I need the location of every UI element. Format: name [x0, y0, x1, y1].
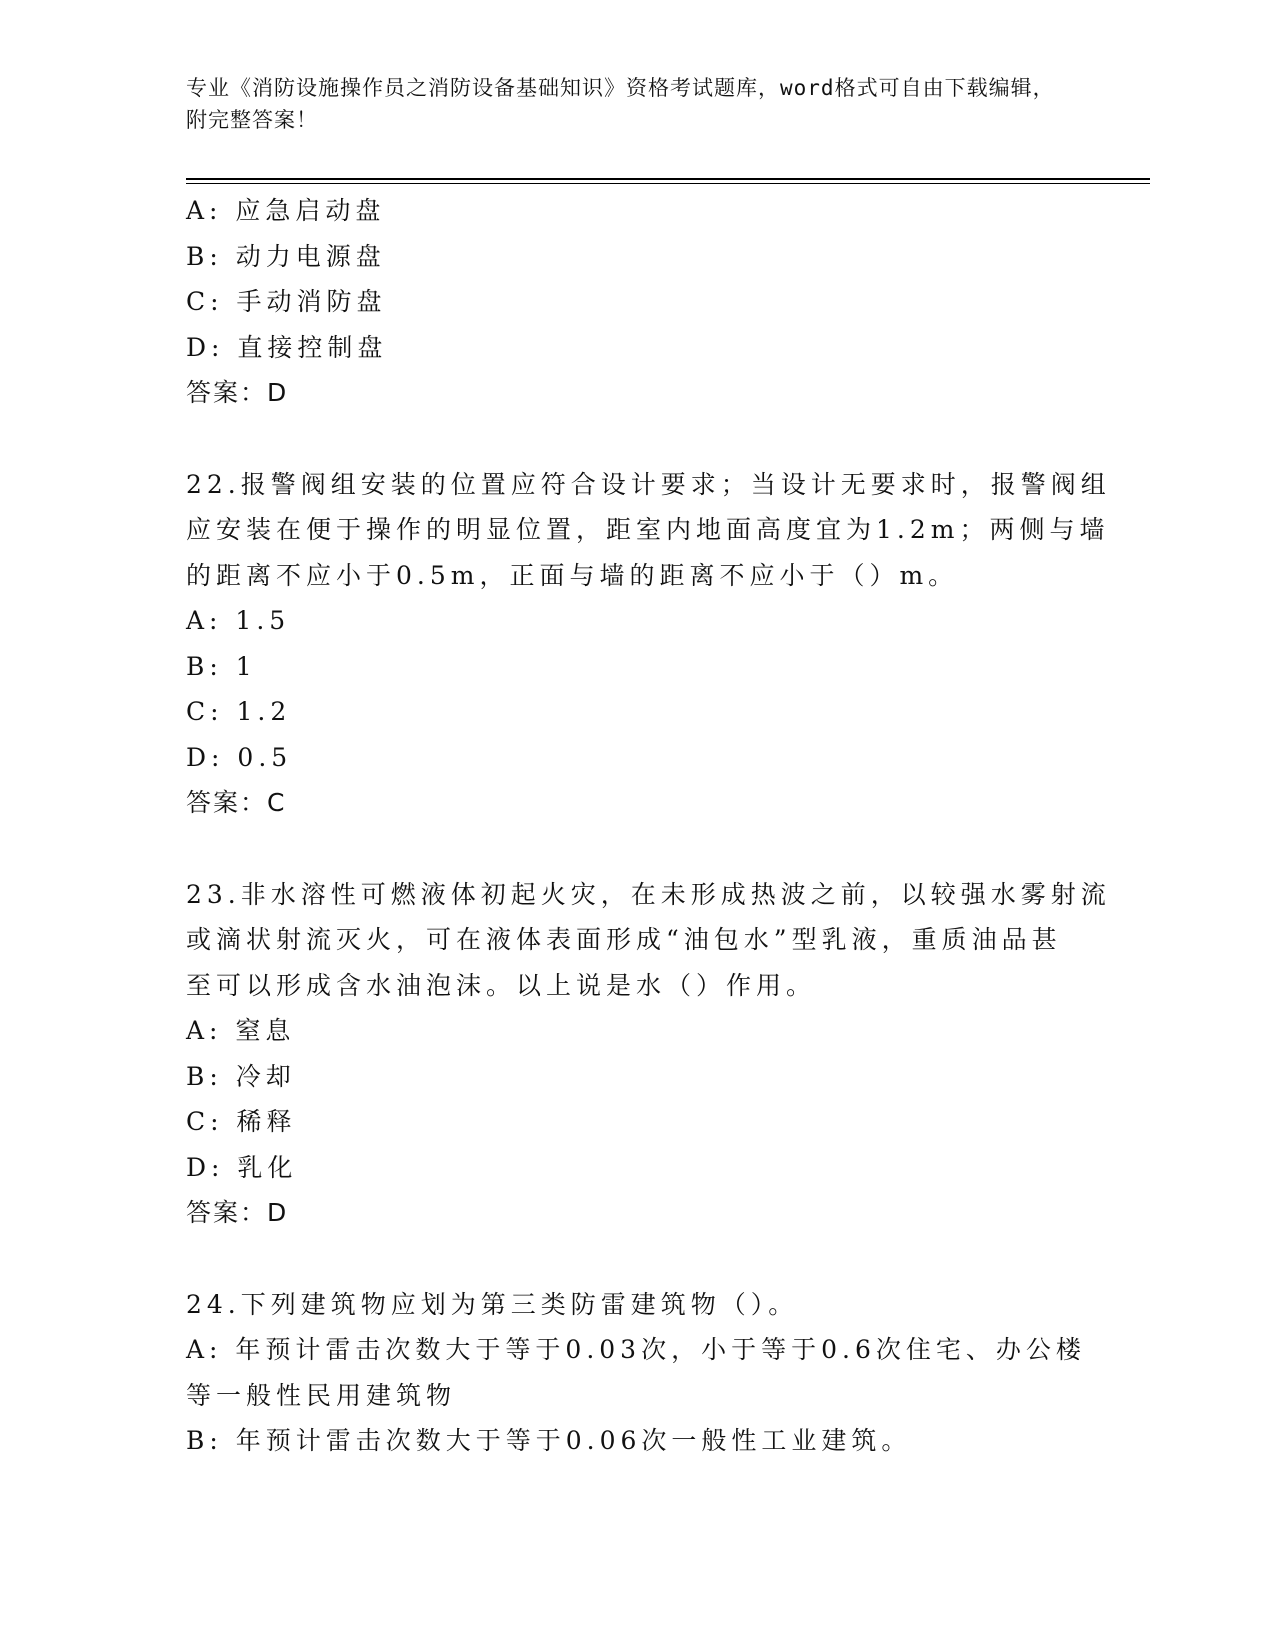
option-a-continued: 等一般性民用建筑物: [186, 1380, 457, 1410]
answer-line: 答案：D: [186, 378, 289, 407]
option-b: B: 冷却: [186, 1061, 296, 1091]
option-b: B: 1: [186, 651, 257, 681]
option-a: A: 应急启动盘: [186, 196, 386, 225]
question-text-line: 应安装在便于操作的明显位置，距室内地面高度宜为1.2m；两侧与墙: [186, 515, 1110, 544]
document-header: 专业《消防设施操作员之消防设备基础知识》资格考试题库，word格式可自由下载编辑，附完整答案！: [186, 76, 1055, 132]
question-text-line: 至可以形成含水油泡沫。以上说是水（）作用。: [186, 970, 817, 1000]
option-c: C: 1.2: [186, 697, 292, 726]
question-text-line: 24.下列建筑物应划为第三类防雷建筑物（）。: [186, 1289, 799, 1319]
header-divider-thick: [186, 178, 1150, 180]
question-text-line: 22.报警阀组安装的位置应符合设计要求；当设计无要求时，报警阀组: [186, 469, 1111, 499]
answer-line: 答案：D: [186, 1198, 289, 1227]
answer-line: 答案：C: [186, 788, 287, 817]
option-d: D: 0.5: [186, 742, 293, 772]
option-a: A: 年预计雷击次数大于等于0.03次，小于等于0.6次住宅、办公楼: [186, 1335, 1086, 1364]
question-block: [186, 188, 1086, 416]
question-list: [186, 188, 1111, 1464]
option-b: B: 年预计雷击次数大于等于0.06次一般性工业建筑。: [186, 1426, 912, 1455]
question-text-line: 23.非水溶性可燃液体初起火灾，在未形成热波之前，以较强水雾射流: [186, 879, 1111, 909]
option-a: A: 1.5: [186, 606, 291, 635]
question-block: [186, 1282, 1086, 1464]
question-text-line: 或滴状射流灭火，可在液体表面形成“油包水”型乳液，重质油品甚: [186, 925, 1062, 954]
option-d: D: 直接控制盘: [186, 332, 388, 362]
option-c: C: 手动消防盘: [186, 287, 387, 316]
option-c: C: 稀释: [186, 1107, 297, 1136]
option-d: D: 乳化: [186, 1152, 298, 1182]
question-text-line: 的距离不应小于0.5m，正面与墙的距离不应小于（）m。: [186, 560, 959, 590]
option-b: B: 动力电源盘: [186, 241, 386, 271]
question-block: [186, 462, 1111, 826]
option-a: A: 窒息: [186, 1016, 296, 1045]
header-divider-thin: [186, 183, 1150, 184]
question-block: [186, 872, 1111, 1236]
